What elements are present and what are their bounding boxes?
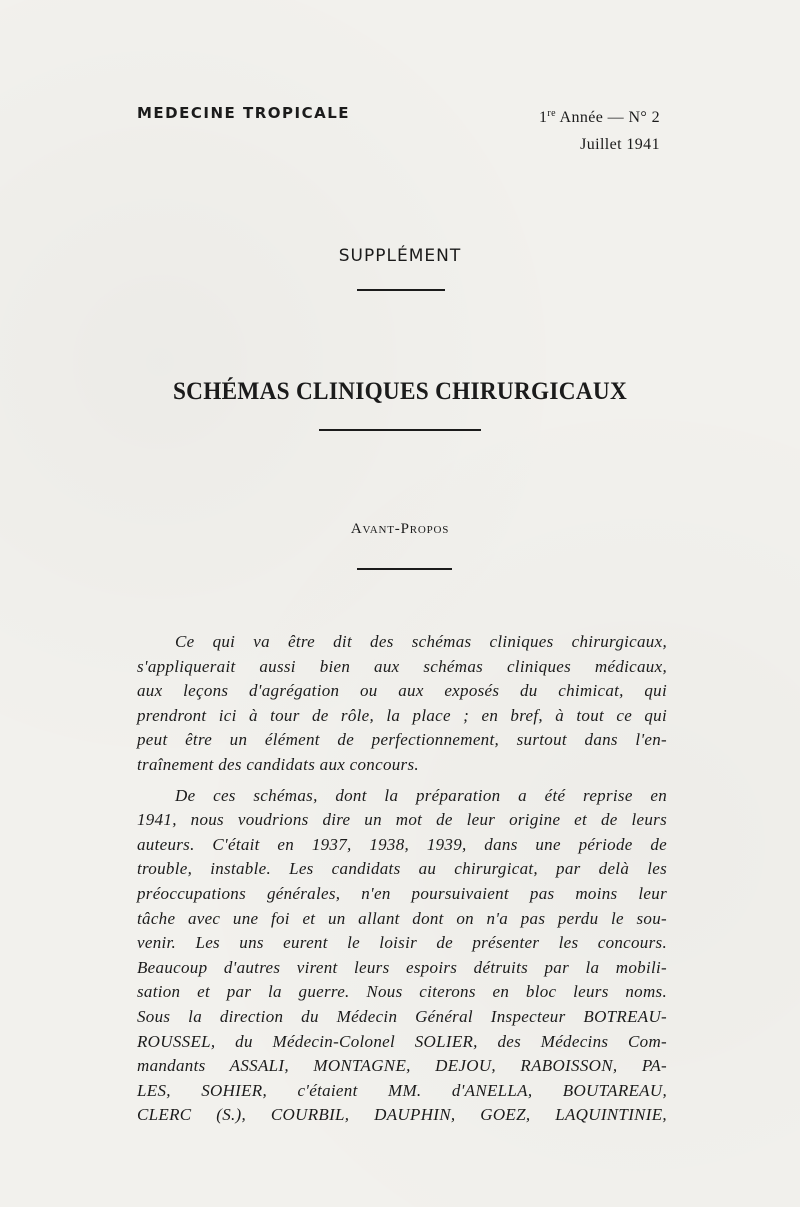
text-line: Beaucoup d'autres virent leurs espoirs détruits par la mobili- (137, 957, 667, 977)
text-line: LES, SOHIER, c'étaient MM. d'ANELLA, BOUTAREAU, (137, 1080, 667, 1100)
issue-info (539, 100, 660, 158)
issue-date: Juillet 1941 (580, 136, 660, 153)
paragraph-1 (137, 630, 667, 778)
issue-prefix: 1 (538, 109, 548, 126)
text-line: Sous la direction du Médecin Général Inspecteur BOTREAU- (137, 1006, 667, 1026)
text-line: auteurs. C'était en 1937, 1938, 1939, dans une période de (137, 834, 667, 854)
document-title: SCHÉMAS CLINIQUES CHIRURGICAUX (172, 378, 628, 405)
text-line: s'appliquerait aussi bien aux schémas cliniques médicaux, (137, 656, 667, 676)
text-line: venir. Les uns eurent le loisir de présenter les concours. (137, 933, 667, 953)
issue-superscript: re (547, 108, 556, 119)
paragraph-2 (137, 784, 667, 1128)
text-line: traînement des candidats aux concours. (137, 754, 419, 774)
text-line: mandants ASSALI, MONTAGNE, DEJOU, RABOISSON, PA- (137, 1056, 667, 1076)
text-line: sation et par la guerre. Nous citerons en bloc leurs noms. (137, 982, 667, 1002)
text-line: 1941, nous voudrions dire un mot de leur origine et de leurs (137, 810, 667, 830)
journal-title: MEDECINE TROPICALE (137, 104, 351, 122)
text-line: tâche avec une foi et un allant dont on n'a pas perdu le sou- (137, 908, 667, 928)
foreword-heading: Avant-Propos (350, 521, 450, 537)
text-line: Ce qui va être dit des schémas cliniques chirurgicaux, (175, 632, 667, 651)
text-line: ROUSSEL, du Médecin-Colonel SOLIER, des Médecins Com- (137, 1031, 667, 1051)
issue-number (539, 100, 660, 131)
text-line: prendront ici à tour de rôle, la place ; en bref, à tout ce qui (137, 705, 667, 725)
divider-rule (357, 568, 452, 570)
section-heading: SUPPLÉMENT (338, 246, 462, 266)
text-line: aux leçons d'agrégation ou aux exposés du chimicat, qui (137, 681, 667, 701)
text-line: peut être un élément de perfectionnement, surtout dans l'en- (137, 730, 667, 750)
divider-rule (357, 289, 445, 291)
text-line: CLERC (S.), COURBIL, DAUPHIN, GOEZ, LAQUINTINIE, (137, 1105, 667, 1125)
divider-rule (319, 429, 481, 431)
text-line: trouble, instable. Les candidats au chirurgicat, par delà les (137, 859, 667, 879)
text-line: préoccupations générales, n'en poursuivaient pas moins leur (137, 883, 667, 903)
body-text (137, 630, 667, 1128)
text-line: De ces schémas, dont la préparation a été reprise en (175, 785, 667, 805)
issue-rest: Année — N° 2 (555, 109, 660, 126)
